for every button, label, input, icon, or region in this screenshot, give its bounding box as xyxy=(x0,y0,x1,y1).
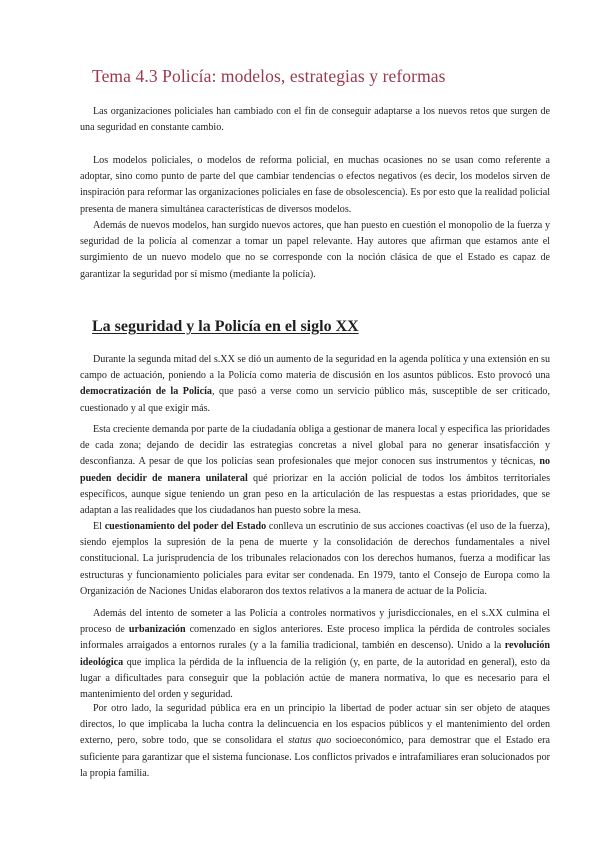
bold-term-revolucion: revolución ideológica xyxy=(80,640,550,668)
bold-term-democratizacion: democratización de la Policía xyxy=(80,386,212,398)
text-run: Esta creciente demanda por parte de la ciudadanía obliga a gestionar de manera local y especifica las prioridades de cada zona; dejando de decidir las estrategias concretas a nivel global para no generar insatisfacción y desconfianza. A pesar de que los policías sean profesionales que mejor conocen sus instrumentos y técnicas, xyxy=(80,424,550,468)
paragraph-cuestionamiento xyxy=(80,519,550,600)
paragraph-seguridad-publica xyxy=(80,701,550,782)
text-run: , que pasó a verse como un servicio público más, susceptible de ser criticado, cuestionado y al que exigir más. xyxy=(80,386,550,414)
paragraph-urbanizacion xyxy=(80,606,550,703)
section-heading: La seguridad y la Policía en el siglo XX xyxy=(92,318,359,335)
text-run: qué priorizar en la acción policial de todos los ámbitos territoriales específicos, aunque sigue teniendo un gran peso en la articulación de las respuestas a estas prioridades, que se adaptan a las realidades que los ciudadanos han puesto sobre la mesa. xyxy=(80,472,550,517)
text-run: El xyxy=(93,521,105,532)
text-run: Durante la segunda mitad del s.XX se dió un aumento de la seguridad en la agenda política y una extensión en su campo de actuación, poniendo a la Policía como materia de discusión en los asuntos públicos. Esto provocó una xyxy=(80,354,550,382)
text-run: que implica la pérdida de la influencia de la religión (y, en parte, de la autoridad en general), esto da lugar a dificultades para conseguir que la población actúe de manera normativa, lo que es necesario para el mantenimiento del orden y seguridad. xyxy=(80,656,550,701)
page-title: Tema 4.3 Policía: modelos, estrategias y reformas xyxy=(92,66,446,86)
text-run: comenzado en siglos anteriores. Este proceso implica la pérdida de controles sociales informales arraigados a entornos rurales (y a la familia tradicional, también en descenso). Unido a la xyxy=(80,624,550,652)
paragraph-democratizacion xyxy=(80,352,550,417)
paragraph-intro-2: Los modelos policiales, o modelos de reforma policial, en muchas ocasiones no se usan como referente a adoptar, sino como punto de parte del que cambiar tendencias o efectos negativos (es decir, los modelos sirven de inspiración para reformar las organizaciones policiales en fase de obsolescencia). Es por esto que la realidad policial presenta de manera simultánea características de diversos modelos. xyxy=(80,155,550,215)
paragraph-intro-1: Las organizaciones policiales han cambiado con el fin de conseguir adaptarse a los nuevos retos que surgen de una seguridad en constante cambio. xyxy=(80,106,550,134)
text-run: Además del intento de someter a las Policía a controles normativos y jurisdiccionales, en el s.XX culmina el proceso de xyxy=(80,608,550,636)
paragraph-demanda xyxy=(80,422,550,519)
text-run: Por otro lado, la seguridad pública era en un principio la libertad de poder actuar sin ser objeto de ataques directos, lo que implicaba la lucha contra la delincuencia en los espacios públicos y el mantenimiento del orden externo, pero, sobre todo, que se consolidara el xyxy=(80,703,550,747)
text-run: conlleva un escrutinio de sus acciones coactivas (el uso de la fuerza), siendo ejemplos la supresión de la pena de muerte y la consolidación de derechos fundamentales a nivel constitucional. La jurisprudencia de los tribunales relacionados con los derechos humanos, fuerza a modificar las estructuras y funcionamiento policiales para evitar ser condenada. En 1979, tanto el Consejo de Europa como la Organización de Naciones Unidas elaboraron dos textos relativos a la manera de actuar de la Policía. xyxy=(80,521,551,597)
italic-term-status-quo: status quo xyxy=(288,735,332,747)
bold-term-urbanizacion: urbanización xyxy=(128,624,186,636)
paragraph-intro-3: Además de nuevos modelos, han surgido nuevos actores, que han puesto en cuestión el monopolio de la fuerza y seguridad de la policía al comenzar a tomar un papel relevante. Hay autores que afirman que estamos ante el surgimiento de un nuevo modelo que no se corresponde con la noción clásica de que el Estado es capaz de garantizar la seguridad por sí mismo (mediante la policía). xyxy=(80,220,550,280)
bold-term-cuestionamiento: cuestionamiento del poder del Estado xyxy=(104,521,267,532)
bold-term-unilateral: no pueden decidir de manera unilateral xyxy=(80,456,550,484)
text-run: socioeconómico, para demostrar que el Estado era suficiente para garantizar que el sistema funcionase. Los conflictos privados e intrafamiliares eran solucionados por la propia familia. xyxy=(80,735,550,779)
